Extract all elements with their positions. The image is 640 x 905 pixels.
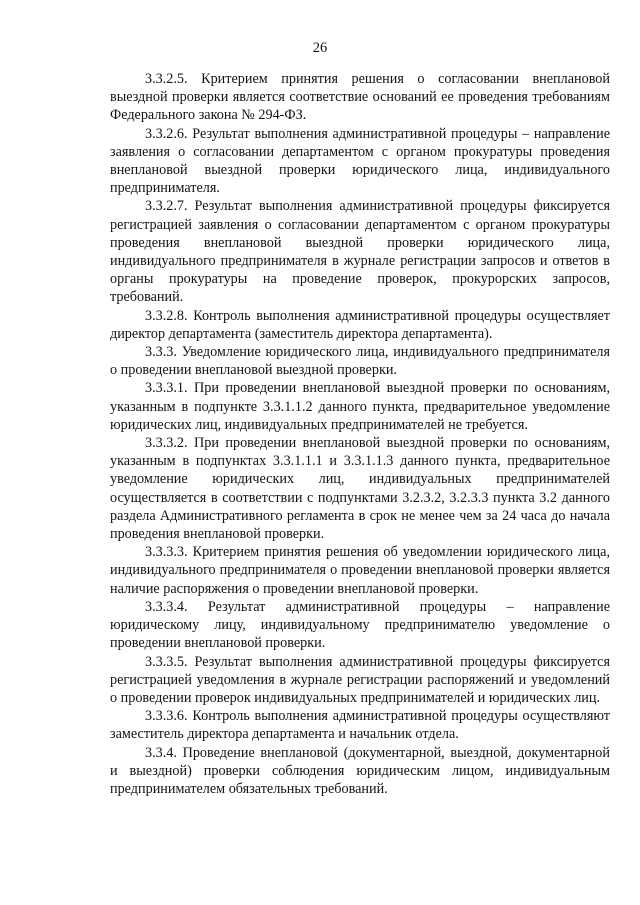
paragraph-3-3-2-6: 3.3.2.6. Результат выполнения административной процедуры – направление заявления о согласовании департаментом с органом прокуратуры проведения внеплановой выездной проверки юридического лица, индивидуального предпринимателя.: [110, 125, 610, 197]
paragraph-3-3-3: 3.3.3. Уведомление юридического лица, индивидуального предпринимателя о проведении внеплановой выездной проверки.: [110, 344, 610, 379]
paragraph-3-3-3-3: 3.3.3.3. Критерием принятия решения об уведомлении юридического лица, индивидуального предпринимателя о проведении внеплановой проверки является наличие распоряжения о проведении внеплановой проверки.: [110, 544, 610, 597]
paragraph-3-3-3-5: 3.3.3.5. Результат выполнения административной процедуры фиксируется регистрацией уведомления в журнале регистрации распоряжений и уведомлений о проведении проверок индивидуальных предпринимателей и юридических лиц.: [110, 653, 610, 706]
paragraph-3-3-2-5: 3.3.2.5. Критерием принятия решения о согласовании внеплановой выездной проверки является соответствие оснований ее проведения требованиям Федерального закона № 294-ФЗ.: [110, 71, 610, 124]
paragraph-3-3-2-8: 3.3.2.8. Контроль выполнения административной процедуры осуществляет директор департамента (заместитель директора департамента).: [110, 307, 610, 342]
paragraph-3-3-3-1: 3.3.3.1. При проведении внеплановой выездной проверки по основаниям, указанным в подпункте 3.3.1.1.2 данного пункта, предварительное уведомление юридических лиц, индивидуальных предпринимателей не требуется.: [110, 380, 610, 433]
page-number: 26: [312, 40, 328, 56]
paragraph-3-3-2-7: 3.3.2.7. Результат выполнения административной процедуры фиксируется регистрацией заявления о согласовании департаментом с органом прокуратуры проведения внеплановой выездной проверки юридического лица, индивидуального предпринимателя в журнале регистрации запросов и ответов в органы прокуратуры на проведение проверок, прокурорских запросов, требований.: [110, 198, 610, 306]
paragraph-3-3-3-2: 3.3.3.2. При проведении внеплановой выездной проверки по основаниям, указанным в подпунктах 3.3.1.1.1 и 3.3.1.1.3 данного пункта, предварительное уведомление юридических лиц, индивидуальных предпринимателей осуществляется в соответствии с подпунктами 3.2.3.2, 3.2.3.3 пункта 3.2 данного раздела Административного регламента в срок не менее чем за 24 часа до начала проведения внеплановой проверки.: [110, 435, 610, 543]
paragraph-3-3-3-6: 3.3.3.6. Контроль выполнения административной процедуры осуществляют заместитель директора департамента и начальник отдела.: [110, 708, 610, 743]
paragraph-3-3-3-4: 3.3.3.4. Результат административной процедуры – направление юридическому лицу, индивидуальному предпринимателю уведомление о проведении внеплановой проверки.: [110, 598, 610, 652]
paragraph-3-3-4: 3.3.4. Проведение внеплановой (документарной, выездной, документарной и выездной) проверки соблюдения юридическим лицом, индивидуальным предпринимателем обязательных требований.: [110, 744, 610, 797]
document-body: [110, 70, 610, 798]
